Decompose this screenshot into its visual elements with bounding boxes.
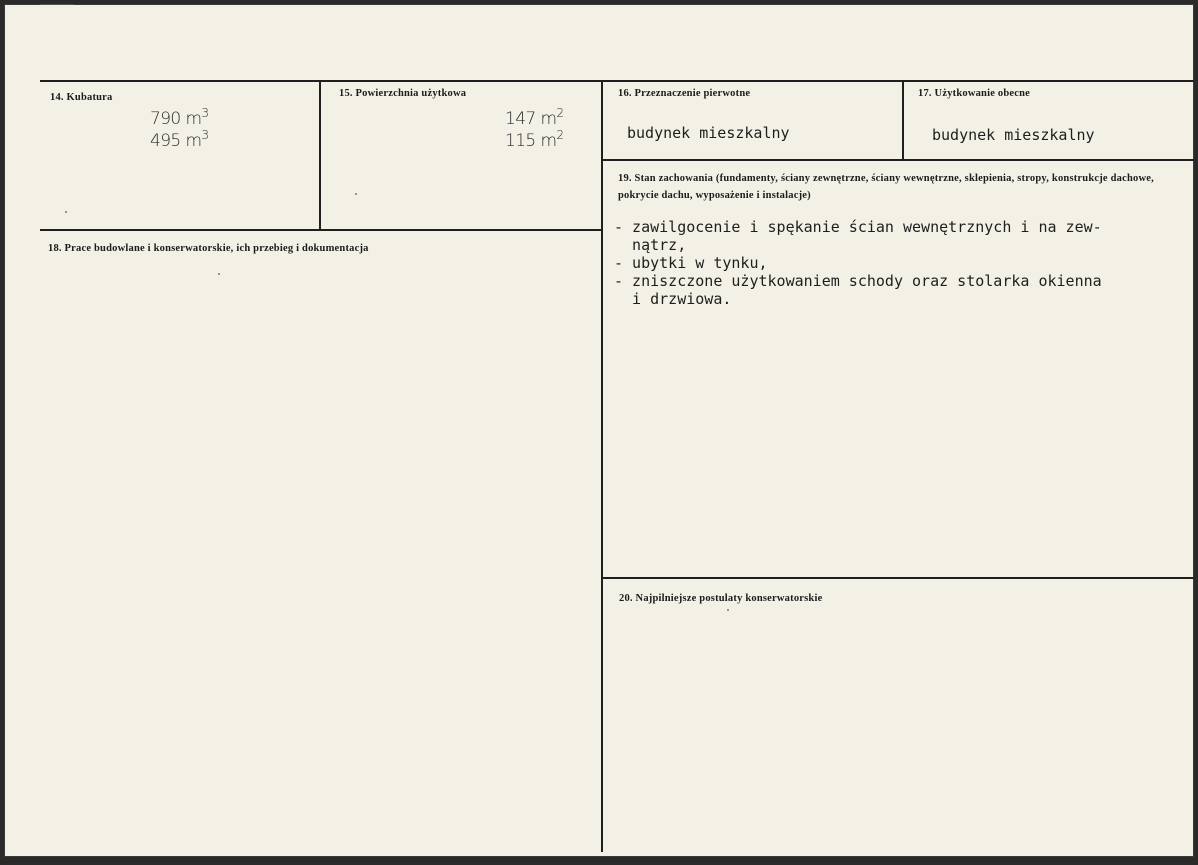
divider-row2-left	[40, 229, 603, 231]
field-17-label: 17. Użytkowanie obecne	[918, 88, 1031, 99]
paper-speck	[65, 211, 67, 213]
list-item: nątrz,	[614, 236, 687, 254]
field-14-value-1: 790 $m^3$	[150, 106, 209, 129]
field-18-label: 18. Prace budowlane i konserwatorskie, ich przebieg i dokumentacja	[48, 243, 369, 254]
list-item: - zawilgocenie i spękanie ścian wewnętrznych i na zew-	[614, 218, 1102, 236]
field-19-list	[614, 218, 1102, 308]
field-15-value-2: 115 $m^2$	[505, 128, 564, 151]
paper-speck	[355, 193, 357, 195]
top-edge-mark	[40, 4, 74, 5]
field-15-label: 15. Powierzchnia użytkowa	[339, 88, 467, 99]
field-15-value-1: 147 $m^2$	[505, 106, 564, 129]
list-item: i drzwiowa.	[614, 290, 732, 308]
field-17-value: budynek mieszkalny	[932, 126, 1095, 144]
divider-row3-right	[603, 577, 1194, 579]
divider-col3	[902, 80, 904, 161]
divider-col2	[601, 80, 603, 852]
list-item: - ubytki w tynku,	[614, 254, 768, 272]
field-14-value-2: 495 $m^3$	[150, 128, 209, 151]
paper-speck	[727, 609, 729, 611]
field-16-value: budynek mieszkalny	[627, 124, 790, 142]
field-20-label: 20. Najpilniejsze postulaty konserwatorskie	[619, 593, 823, 604]
field-14-label: 14. Kubatura	[50, 92, 113, 103]
list-item: - zniszczone użytkowaniem schody oraz stolarka okienna	[614, 272, 1102, 290]
divider-row1	[603, 159, 1194, 161]
paper-speck	[218, 273, 220, 275]
field-16-label: 16. Przeznaczenie pierwotne	[618, 88, 751, 99]
divider-col1	[319, 80, 321, 231]
field-19-label: 19. Stan zachowania (fundamenty, ściany zewnętrzne, ściany wewnętrzne, sklepienia, stropy, konstrukcje dachowe, pokrycie dachu, wyposażenie i instalacje)	[618, 173, 1154, 201]
divider-top	[40, 80, 1194, 82]
